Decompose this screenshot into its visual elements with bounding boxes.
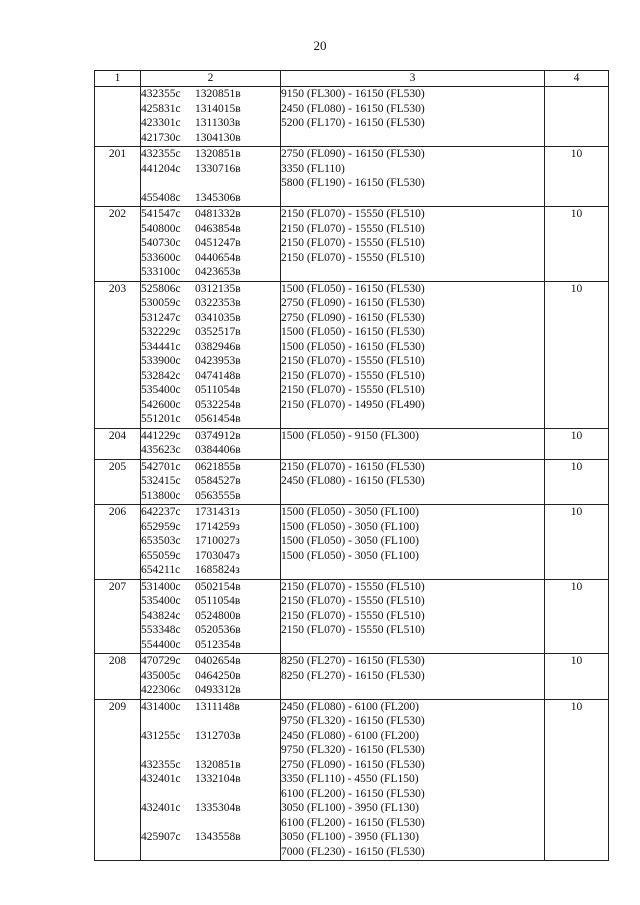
coordinate-line bbox=[141, 354, 280, 369]
altitude-range-line: 2150 (FL070) - 14950 (FL490) bbox=[281, 398, 425, 411]
longitude-value: 0352517в bbox=[195, 326, 241, 338]
altitude-range-line: 3350 (FL110) - 4550 (FL150) bbox=[281, 773, 419, 785]
table-row bbox=[95, 654, 609, 700]
latitude-value: 422306с bbox=[141, 684, 181, 696]
longitude-value: 0382946в bbox=[195, 340, 241, 353]
coordinate-line bbox=[141, 623, 280, 638]
altitude-range-cell bbox=[281, 87, 545, 147]
coordinate-line bbox=[141, 265, 280, 280]
altitude-range-line: 6100 (FL200) - 16150 (FL530) bbox=[281, 787, 425, 800]
coordinate-line bbox=[141, 460, 280, 475]
table-row bbox=[95, 459, 609, 505]
coordinates-cell bbox=[141, 699, 281, 861]
longitude-value: 0493312в bbox=[195, 684, 241, 696]
latitude-value: 553348с bbox=[141, 624, 181, 636]
coordinates-cell bbox=[141, 654, 281, 700]
altitude-range-line: 2150 (FL070) - 15550 (FL510) bbox=[281, 609, 425, 622]
altitude-range-line: 2150 (FL070) - 15550 (FL510) bbox=[281, 384, 425, 396]
column-4-value: 10 bbox=[545, 459, 609, 505]
latitude-value: 530059с bbox=[141, 297, 181, 309]
latitude-value: 534441с bbox=[141, 340, 181, 353]
altitude-range-line: 2150 (FL070) - 15550 (FL510) bbox=[281, 369, 425, 382]
longitude-value: 1714259з bbox=[195, 520, 240, 533]
column-4-value: 10 bbox=[545, 147, 609, 207]
coordinate-line bbox=[141, 398, 280, 413]
coordinate-line bbox=[141, 222, 280, 237]
altitude-range-line: 7000 (FL230) - 16150 (FL530) bbox=[281, 845, 425, 858]
altitude-range-line bbox=[281, 412, 544, 427]
longitude-value: 0502154в bbox=[195, 580, 241, 593]
latitude-value: 531247с bbox=[141, 311, 181, 324]
coordinate-line bbox=[141, 207, 280, 222]
coordinates-cell bbox=[141, 87, 281, 147]
altitude-range-line: 8250 (FL270) - 16150 (FL530) bbox=[281, 655, 425, 667]
longitude-value: 1335304в bbox=[195, 802, 241, 814]
altitude-range-line: 5200 (FL170) - 16150 (FL530) bbox=[281, 117, 425, 129]
latitude-value: 642237с bbox=[141, 506, 181, 518]
coordinate-line bbox=[141, 489, 280, 504]
coordinate-line bbox=[141, 729, 280, 744]
latitude-value: 435623с bbox=[141, 444, 181, 456]
longitude-value: 1685824з bbox=[195, 564, 240, 576]
column-4-value: 10 bbox=[545, 428, 609, 459]
coordinates-cell bbox=[141, 505, 281, 580]
longitude-value: 0374912в bbox=[195, 429, 241, 442]
table-row bbox=[95, 699, 609, 861]
altitude-range-line bbox=[281, 131, 544, 146]
coordinate-line bbox=[141, 296, 280, 311]
column-4-value: 10 bbox=[545, 505, 609, 580]
altitude-range-line: 2450 (FL080) - 16150 (FL530) bbox=[281, 102, 425, 115]
coordinate-line bbox=[141, 845, 280, 860]
coordinate-line bbox=[141, 236, 280, 251]
column-4-value: 10 bbox=[545, 579, 609, 654]
altitude-range-line: 1500 (FL050) - 9150 (FL300) bbox=[281, 429, 419, 442]
longitude-value: 1314015в bbox=[195, 102, 241, 115]
longitude-value: 0520536в bbox=[195, 624, 241, 636]
longitude-value: 1304130в bbox=[195, 131, 241, 144]
latitude-value: 470729с bbox=[141, 655, 181, 667]
coordinates-cell bbox=[141, 459, 281, 505]
latitude-value: 533900с bbox=[141, 355, 181, 367]
airspace-table bbox=[94, 70, 609, 861]
coordinate-line bbox=[141, 87, 280, 102]
coordinates-cell bbox=[141, 281, 281, 428]
altitude-range-cell bbox=[281, 699, 545, 861]
coordinate-line bbox=[141, 147, 280, 162]
altitude-range-line: 2150 (FL070) - 15550 (FL510) bbox=[281, 624, 425, 636]
altitude-range-line: 2750 (FL090) - 16150 (FL530) bbox=[281, 297, 425, 309]
longitude-value: 0423653в bbox=[195, 266, 241, 278]
latitude-value: 554400с bbox=[141, 638, 181, 651]
row-number: 205 bbox=[95, 459, 141, 505]
coordinate-line bbox=[141, 443, 280, 458]
longitude-value: 1311303в bbox=[195, 117, 241, 129]
latitude-value: 653503с bbox=[141, 535, 181, 547]
coordinate-line bbox=[141, 609, 280, 624]
altitude-range-cell bbox=[281, 207, 545, 282]
altitude-range-line bbox=[281, 683, 544, 698]
longitude-value: 0621855в bbox=[195, 460, 241, 473]
altitude-range-line: 1500 (FL050) - 3050 (FL100) bbox=[281, 520, 419, 533]
latitude-value: 441229с bbox=[141, 429, 181, 442]
latitude-value: 432355с bbox=[141, 148, 181, 160]
altitude-range-line: 1500 (FL050) - 16150 (FL530) bbox=[281, 326, 425, 338]
longitude-value: 1320851в bbox=[195, 148, 241, 160]
altitude-range-line: 3050 (FL100) - 3950 (FL130) bbox=[281, 802, 419, 814]
coordinate-line bbox=[141, 714, 280, 729]
row-number: 203 bbox=[95, 281, 141, 428]
altitude-range-line: 2750 (FL090) - 16150 (FL530) bbox=[281, 148, 425, 160]
altitude-range-line: 9750 (FL320) - 16150 (FL530) bbox=[281, 744, 425, 756]
latitude-value: 455408с bbox=[141, 191, 181, 204]
coordinate-line bbox=[141, 369, 280, 384]
row-number: 204 bbox=[95, 428, 141, 459]
latitude-value: 540730с bbox=[141, 237, 181, 249]
longitude-value: 1731431з bbox=[195, 506, 240, 518]
latitude-value: 542701с bbox=[141, 460, 181, 473]
longitude-value: 0563555в bbox=[195, 489, 241, 502]
column-4-value: 10 bbox=[545, 207, 609, 282]
altitude-range-line: 9150 (FL300) - 16150 (FL530) bbox=[281, 88, 425, 100]
latitude-value: 532842с bbox=[141, 369, 181, 382]
coordinates-cell bbox=[141, 428, 281, 459]
longitude-value: 0341035в bbox=[195, 311, 241, 324]
coordinate-line bbox=[141, 772, 280, 787]
coordinate-line bbox=[141, 563, 280, 578]
coordinate-line bbox=[141, 282, 280, 297]
latitude-value: 432401с bbox=[141, 802, 181, 814]
coordinates-cell bbox=[141, 579, 281, 654]
altitude-range-line: 2750 (FL090) - 16150 (FL530) bbox=[281, 758, 425, 771]
altitude-range-line: 2150 (FL070) - 15550 (FL510) bbox=[281, 222, 425, 235]
altitude-range-cell bbox=[281, 579, 545, 654]
table-body bbox=[95, 87, 609, 861]
row-number: 202 bbox=[95, 207, 141, 282]
latitude-value: 432355с bbox=[141, 758, 181, 771]
longitude-value: 0451247в bbox=[195, 237, 241, 249]
coordinates-cell bbox=[141, 147, 281, 207]
coordinate-line bbox=[141, 594, 280, 609]
latitude-value: 525806с bbox=[141, 282, 181, 295]
altitude-range-line: 2750 (FL090) - 16150 (FL530) bbox=[281, 311, 425, 324]
longitude-value: 0322353в bbox=[195, 297, 241, 309]
altitude-range-line: 3350 (FL110) bbox=[281, 162, 345, 175]
coordinate-line bbox=[141, 549, 280, 564]
latitude-value: 540800с bbox=[141, 222, 181, 235]
longitude-value: 0481332в bbox=[195, 208, 241, 220]
coordinate-line bbox=[141, 162, 280, 177]
column-header-3: 3 bbox=[281, 71, 545, 87]
coordinate-line bbox=[141, 520, 280, 535]
altitude-range-cell bbox=[281, 281, 545, 428]
altitude-range-line bbox=[281, 191, 544, 206]
longitude-value: 0584527в bbox=[195, 475, 241, 487]
table-row bbox=[95, 428, 609, 459]
latitude-value: 532229с bbox=[141, 326, 181, 338]
longitude-value: 0561454в bbox=[195, 413, 241, 425]
latitude-value: 541547с bbox=[141, 208, 181, 220]
column-4-value: 10 bbox=[545, 281, 609, 428]
latitude-value: 421730с bbox=[141, 131, 181, 144]
latitude-value: 441204с bbox=[141, 162, 181, 175]
coordinate-line bbox=[141, 383, 280, 398]
column-header-4: 4 bbox=[545, 71, 609, 87]
table-row bbox=[95, 147, 609, 207]
altitude-range-line bbox=[281, 443, 544, 458]
coordinate-line bbox=[141, 340, 280, 355]
altitude-range-cell bbox=[281, 654, 545, 700]
altitude-range-line: 9750 (FL320) - 16150 (FL530) bbox=[281, 715, 425, 727]
altitude-range-line: 2450 (FL080) - 16150 (FL530) bbox=[281, 475, 425, 487]
longitude-value: 0512354в bbox=[195, 638, 241, 651]
longitude-value: 0463854в bbox=[195, 222, 241, 235]
table-row bbox=[95, 281, 609, 428]
coordinate-line bbox=[141, 638, 280, 653]
latitude-value: 435005с bbox=[141, 669, 181, 682]
longitude-value: 0440654в bbox=[195, 251, 241, 264]
altitude-range-cell bbox=[281, 505, 545, 580]
latitude-value: 542600с bbox=[141, 398, 181, 411]
longitude-value: 1320851в bbox=[195, 758, 241, 771]
latitude-value: 423301с bbox=[141, 117, 181, 129]
altitude-range-line: 2150 (FL070) - 15550 (FL510) bbox=[281, 251, 425, 264]
table-header-row bbox=[95, 71, 609, 87]
coordinate-line bbox=[141, 116, 280, 131]
coordinate-line bbox=[141, 505, 280, 520]
altitude-range-cell bbox=[281, 147, 545, 207]
latitude-value: 532415с bbox=[141, 475, 181, 487]
longitude-value: 1710027з bbox=[195, 535, 240, 547]
altitude-range-line bbox=[281, 563, 544, 578]
column-4-value bbox=[545, 87, 609, 147]
altitude-range-line: 6100 (FL200) - 16150 (FL530) bbox=[281, 816, 425, 829]
coordinate-line bbox=[141, 131, 280, 146]
altitude-range-line: 2450 (FL080) - 6100 (FL200) bbox=[281, 700, 419, 713]
table-row bbox=[95, 505, 609, 580]
latitude-value: 431400с bbox=[141, 700, 181, 713]
altitude-range-line: 2150 (FL070) - 15550 (FL510) bbox=[281, 237, 425, 249]
latitude-value: 533600с bbox=[141, 251, 181, 264]
longitude-value: 0312135в bbox=[195, 282, 241, 295]
longitude-value: 1332104в bbox=[195, 773, 241, 785]
coordinate-line bbox=[141, 311, 280, 326]
page-number: 20 bbox=[313, 38, 327, 53]
coordinate-line bbox=[141, 191, 280, 206]
coordinate-line bbox=[141, 669, 280, 684]
altitude-range-line bbox=[281, 265, 544, 280]
longitude-value: 1703047з bbox=[195, 549, 240, 562]
column-4-value: 10 bbox=[545, 654, 609, 700]
row-number: 208 bbox=[95, 654, 141, 700]
table-row bbox=[95, 579, 609, 654]
latitude-value: 432355с bbox=[141, 88, 181, 100]
longitude-value: 0464250в bbox=[195, 669, 241, 682]
latitude-value: 535400с bbox=[141, 384, 181, 396]
latitude-value: 513800с bbox=[141, 489, 181, 502]
latitude-value: 551201с bbox=[141, 413, 181, 425]
coordinate-line bbox=[141, 412, 280, 427]
altitude-range-line: 1500 (FL050) - 3050 (FL100) bbox=[281, 535, 419, 547]
row-number: 206 bbox=[95, 505, 141, 580]
row-number bbox=[95, 87, 141, 147]
altitude-range-line: 2150 (FL070) - 15550 (FL510) bbox=[281, 580, 425, 593]
latitude-value: 543824с bbox=[141, 609, 181, 622]
row-number: 201 bbox=[95, 147, 141, 207]
altitude-range-cell bbox=[281, 428, 545, 459]
altitude-range-cell bbox=[281, 459, 545, 505]
altitude-range-line bbox=[281, 638, 544, 653]
longitude-value: 1343558в bbox=[195, 831, 241, 843]
altitude-range-line: 1500 (FL050) - 16150 (FL530) bbox=[281, 282, 425, 295]
latitude-value: 654211с bbox=[141, 564, 181, 576]
altitude-range-line: 2450 (FL080) - 6100 (FL200) bbox=[281, 729, 419, 742]
latitude-value: 652959с bbox=[141, 520, 181, 533]
longitude-value: 0474148в bbox=[195, 369, 241, 382]
altitude-range-line: 1500 (FL050) - 3050 (FL100) bbox=[281, 549, 419, 562]
row-number: 207 bbox=[95, 579, 141, 654]
latitude-value: 533100с bbox=[141, 266, 181, 278]
longitude-value: 1311148в bbox=[195, 700, 240, 713]
coordinate-line bbox=[141, 758, 280, 773]
coordinate-line bbox=[141, 787, 280, 802]
coordinate-line bbox=[141, 654, 280, 669]
table-row bbox=[95, 87, 609, 147]
longitude-value: 0532254в bbox=[195, 398, 241, 411]
coordinates-cell bbox=[141, 207, 281, 282]
longitude-value: 0511054в bbox=[195, 595, 241, 607]
longitude-value: 1312703в bbox=[195, 729, 241, 742]
altitude-range-line: 1500 (FL050) - 16150 (FL530) bbox=[281, 340, 425, 353]
coordinate-line bbox=[141, 474, 280, 489]
longitude-value: 1320851в bbox=[195, 88, 241, 100]
coordinate-line bbox=[141, 743, 280, 758]
coordinate-line bbox=[141, 176, 280, 191]
coordinate-line bbox=[141, 700, 280, 715]
coordinate-line bbox=[141, 816, 280, 831]
latitude-value: 655059с bbox=[141, 549, 181, 562]
longitude-value: 1345306в bbox=[195, 191, 241, 204]
latitude-value: 431255с bbox=[141, 729, 181, 742]
row-number: 209 bbox=[95, 699, 141, 861]
altitude-range-line: 3050 (FL100) - 3950 (FL130) bbox=[281, 831, 419, 843]
longitude-value: 0511054в bbox=[195, 384, 241, 396]
altitude-range-line: 8250 (FL270) - 16150 (FL530) bbox=[281, 669, 425, 682]
coordinate-line bbox=[141, 683, 280, 698]
latitude-value: 425831с bbox=[141, 102, 181, 115]
coordinate-line bbox=[141, 534, 280, 549]
coordinate-line bbox=[141, 429, 280, 444]
coordinate-line bbox=[141, 102, 280, 117]
altitude-range-line: 2150 (FL070) - 15550 (FL510) bbox=[281, 355, 425, 367]
altitude-range-line bbox=[281, 489, 544, 504]
longitude-value: 0423953в bbox=[195, 355, 241, 367]
latitude-value: 531400с bbox=[141, 580, 181, 593]
coordinate-line bbox=[141, 830, 280, 845]
coordinate-line bbox=[141, 251, 280, 266]
longitude-value: 1330716в bbox=[195, 162, 241, 175]
column-4-value: 10 bbox=[545, 699, 609, 861]
latitude-value: 432401с bbox=[141, 773, 181, 785]
column-header-2: 2 bbox=[141, 71, 281, 87]
latitude-value: 425907с bbox=[141, 831, 181, 843]
altitude-range-line: 2150 (FL070) - 15550 (FL510) bbox=[281, 595, 425, 607]
latitude-value: 535400с bbox=[141, 595, 181, 607]
table-row bbox=[95, 207, 609, 282]
altitude-range-line: 2150 (FL070) - 15550 (FL510) bbox=[281, 208, 425, 220]
longitude-value: 0524800в bbox=[195, 609, 241, 622]
altitude-range-line: 1500 (FL050) - 3050 (FL100) bbox=[281, 506, 419, 518]
coordinate-line bbox=[141, 801, 280, 816]
coordinate-line bbox=[141, 325, 280, 340]
longitude-value: 0402654в bbox=[195, 655, 241, 667]
longitude-value: 0384406в bbox=[195, 444, 241, 456]
coordinate-line bbox=[141, 580, 280, 595]
altitude-range-line: 2150 (FL070) - 16150 (FL530) bbox=[281, 460, 425, 473]
altitude-range-line: 5800 (FL190) - 16150 (FL530) bbox=[281, 177, 425, 189]
column-header-1: 1 bbox=[95, 71, 141, 87]
